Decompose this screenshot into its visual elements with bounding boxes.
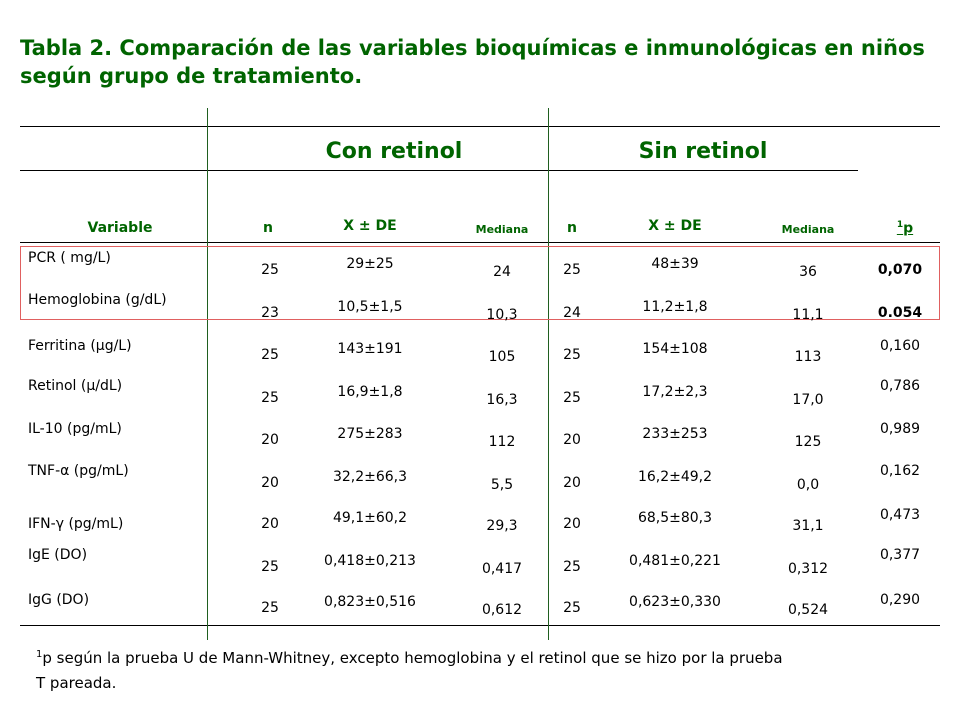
footnote [36,642,783,671]
group-header-sin-retinol: Sin retinol [638,139,768,164]
cell-n-sin: 25 [563,600,581,616]
col-header-n-sin: n [567,220,577,236]
header-rule [20,242,940,243]
cell-median-sin: 0,312 [787,561,829,577]
cell-mean-con: 32,2±66,3 [332,469,408,485]
cell-n-sin: 25 [563,559,581,575]
row-label: IL-10 (pg/mL) [28,421,122,437]
footnote-superscript: 1 [36,649,43,660]
col-header-p [890,220,920,237]
top-rule [20,126,940,127]
cell-mean-con: 0,418±0,213 [324,553,416,569]
cell-n-sin: 25 [563,262,581,278]
cell-median-con: 112 [488,434,516,450]
cell-mean-sin: 0,623±0,330 [629,594,721,610]
cell-median-con: 24 [493,264,511,280]
cell-median-sin: 17,0 [792,392,824,408]
footnote-line-2-wrap [36,670,116,696]
cell-mean-con: 10,5±1,5 [337,299,403,315]
cell-n-sin: 20 [563,432,581,448]
group-rule [20,170,858,171]
cell-mean-con: 275±283 [337,426,403,442]
cell-median-sin: 0,524 [787,602,829,618]
cell-mean-con: 0,823±0,516 [324,594,416,610]
row-label: IgE (DO) [28,547,88,563]
divider-right [548,108,549,640]
cell-p-value: 0.054 [877,305,923,321]
footnote-line-2: T pareada. [36,674,117,692]
cell-median-con: 0,417 [481,561,523,577]
cell-n-con: 23 [261,305,279,321]
cell-median-sin: 11,1 [792,307,824,323]
cell-p-value: 0,070 [877,262,923,278]
cell-n-con: 20 [261,432,279,448]
cell-n-con: 25 [261,600,279,616]
cell-mean-con: 49,1±60,2 [332,510,408,526]
table-title: Tabla 2. Comparación de las variables bioquímicas e inmunológicas en niños según grupo de tratamiento. [20,36,925,88]
cell-n-con: 20 [261,516,279,532]
cell-n-con: 25 [261,390,279,406]
row-label: TNF-α (pg/mL) [28,463,129,479]
cell-median-con: 0,612 [481,602,523,618]
cell-mean-sin: 154±108 [642,341,708,357]
cell-mean-con: 143±191 [337,341,403,357]
cell-n-con: 25 [261,559,279,575]
col-header-median-con: Mediana [475,223,529,236]
cell-mean-sin: 0,481±0,221 [629,553,721,569]
cell-mean-sin: 48±39 [651,256,699,272]
cell-n-sin: 20 [563,475,581,491]
cell-p-value: 0,786 [879,378,921,394]
cell-mean-con: 16,9±1,8 [337,384,403,400]
cell-n-sin: 20 [563,516,581,532]
cell-n-sin: 24 [563,305,581,321]
cell-n-con: 25 [261,347,279,363]
cell-n-sin: 25 [563,347,581,363]
cell-median-con: 29,3 [486,518,518,534]
cell-mean-sin: 16,2±49,2 [637,469,713,485]
cell-p-value: 0,290 [879,592,921,608]
cell-mean-sin: 233±253 [642,426,708,442]
cell-mean-sin: 68,5±80,3 [637,510,713,526]
cell-median-sin: 36 [799,264,817,280]
cell-n-con: 20 [261,475,279,491]
cell-p-value: 0,160 [879,338,921,354]
col-header-variable: Variable [87,220,153,236]
cell-median-sin: 31,1 [792,518,824,534]
cell-n-con: 25 [261,262,279,278]
cell-p-value: 0,377 [879,547,921,563]
cell-median-con: 16,3 [486,392,518,408]
row-label: Hemoglobina (g/dL) [28,292,167,308]
p-label: p [903,220,914,237]
group-header-con-retinol: Con retinol [325,139,463,164]
row-label: Retinol (µ/dL) [28,378,123,394]
cell-median-sin: 125 [794,434,822,450]
col-header-mean-con: X ± DE [343,218,397,234]
cell-median-con: 5,5 [490,477,514,493]
cell-mean-sin: 11,2±1,8 [642,299,708,315]
bottom-rule [20,625,940,626]
cell-p-value: 0,162 [879,463,921,479]
p-superscript: 1 [896,220,904,230]
cell-median-sin: 113 [794,349,822,365]
cell-n-sin: 25 [563,390,581,406]
row-label: PCR ( mg/L) [28,250,111,266]
cell-median-con: 10,3 [486,307,518,323]
col-header-mean-sin: X ± DE [648,218,702,234]
cell-median-sin: 0,0 [796,477,820,493]
row-label: IFN-γ (pg/mL) [28,516,124,532]
cell-median-con: 105 [488,349,516,365]
col-header-median-sin: Mediana [781,223,835,236]
cell-mean-sin: 17,2±2,3 [642,384,708,400]
cell-p-value: 0,473 [879,507,921,523]
row-label: Ferritina (µg/L) [28,338,132,354]
col-header-n-con: n [263,220,273,236]
divider-left [207,108,208,640]
row-label: IgG (DO) [28,592,90,608]
cell-p-value: 0,989 [879,421,921,437]
cell-mean-con: 29±25 [346,256,394,272]
footnote-line-1: p según la prueba U de Mann-Whitney, excepto hemoglobina y el retinol que se hizo por la prueba [42,649,783,667]
